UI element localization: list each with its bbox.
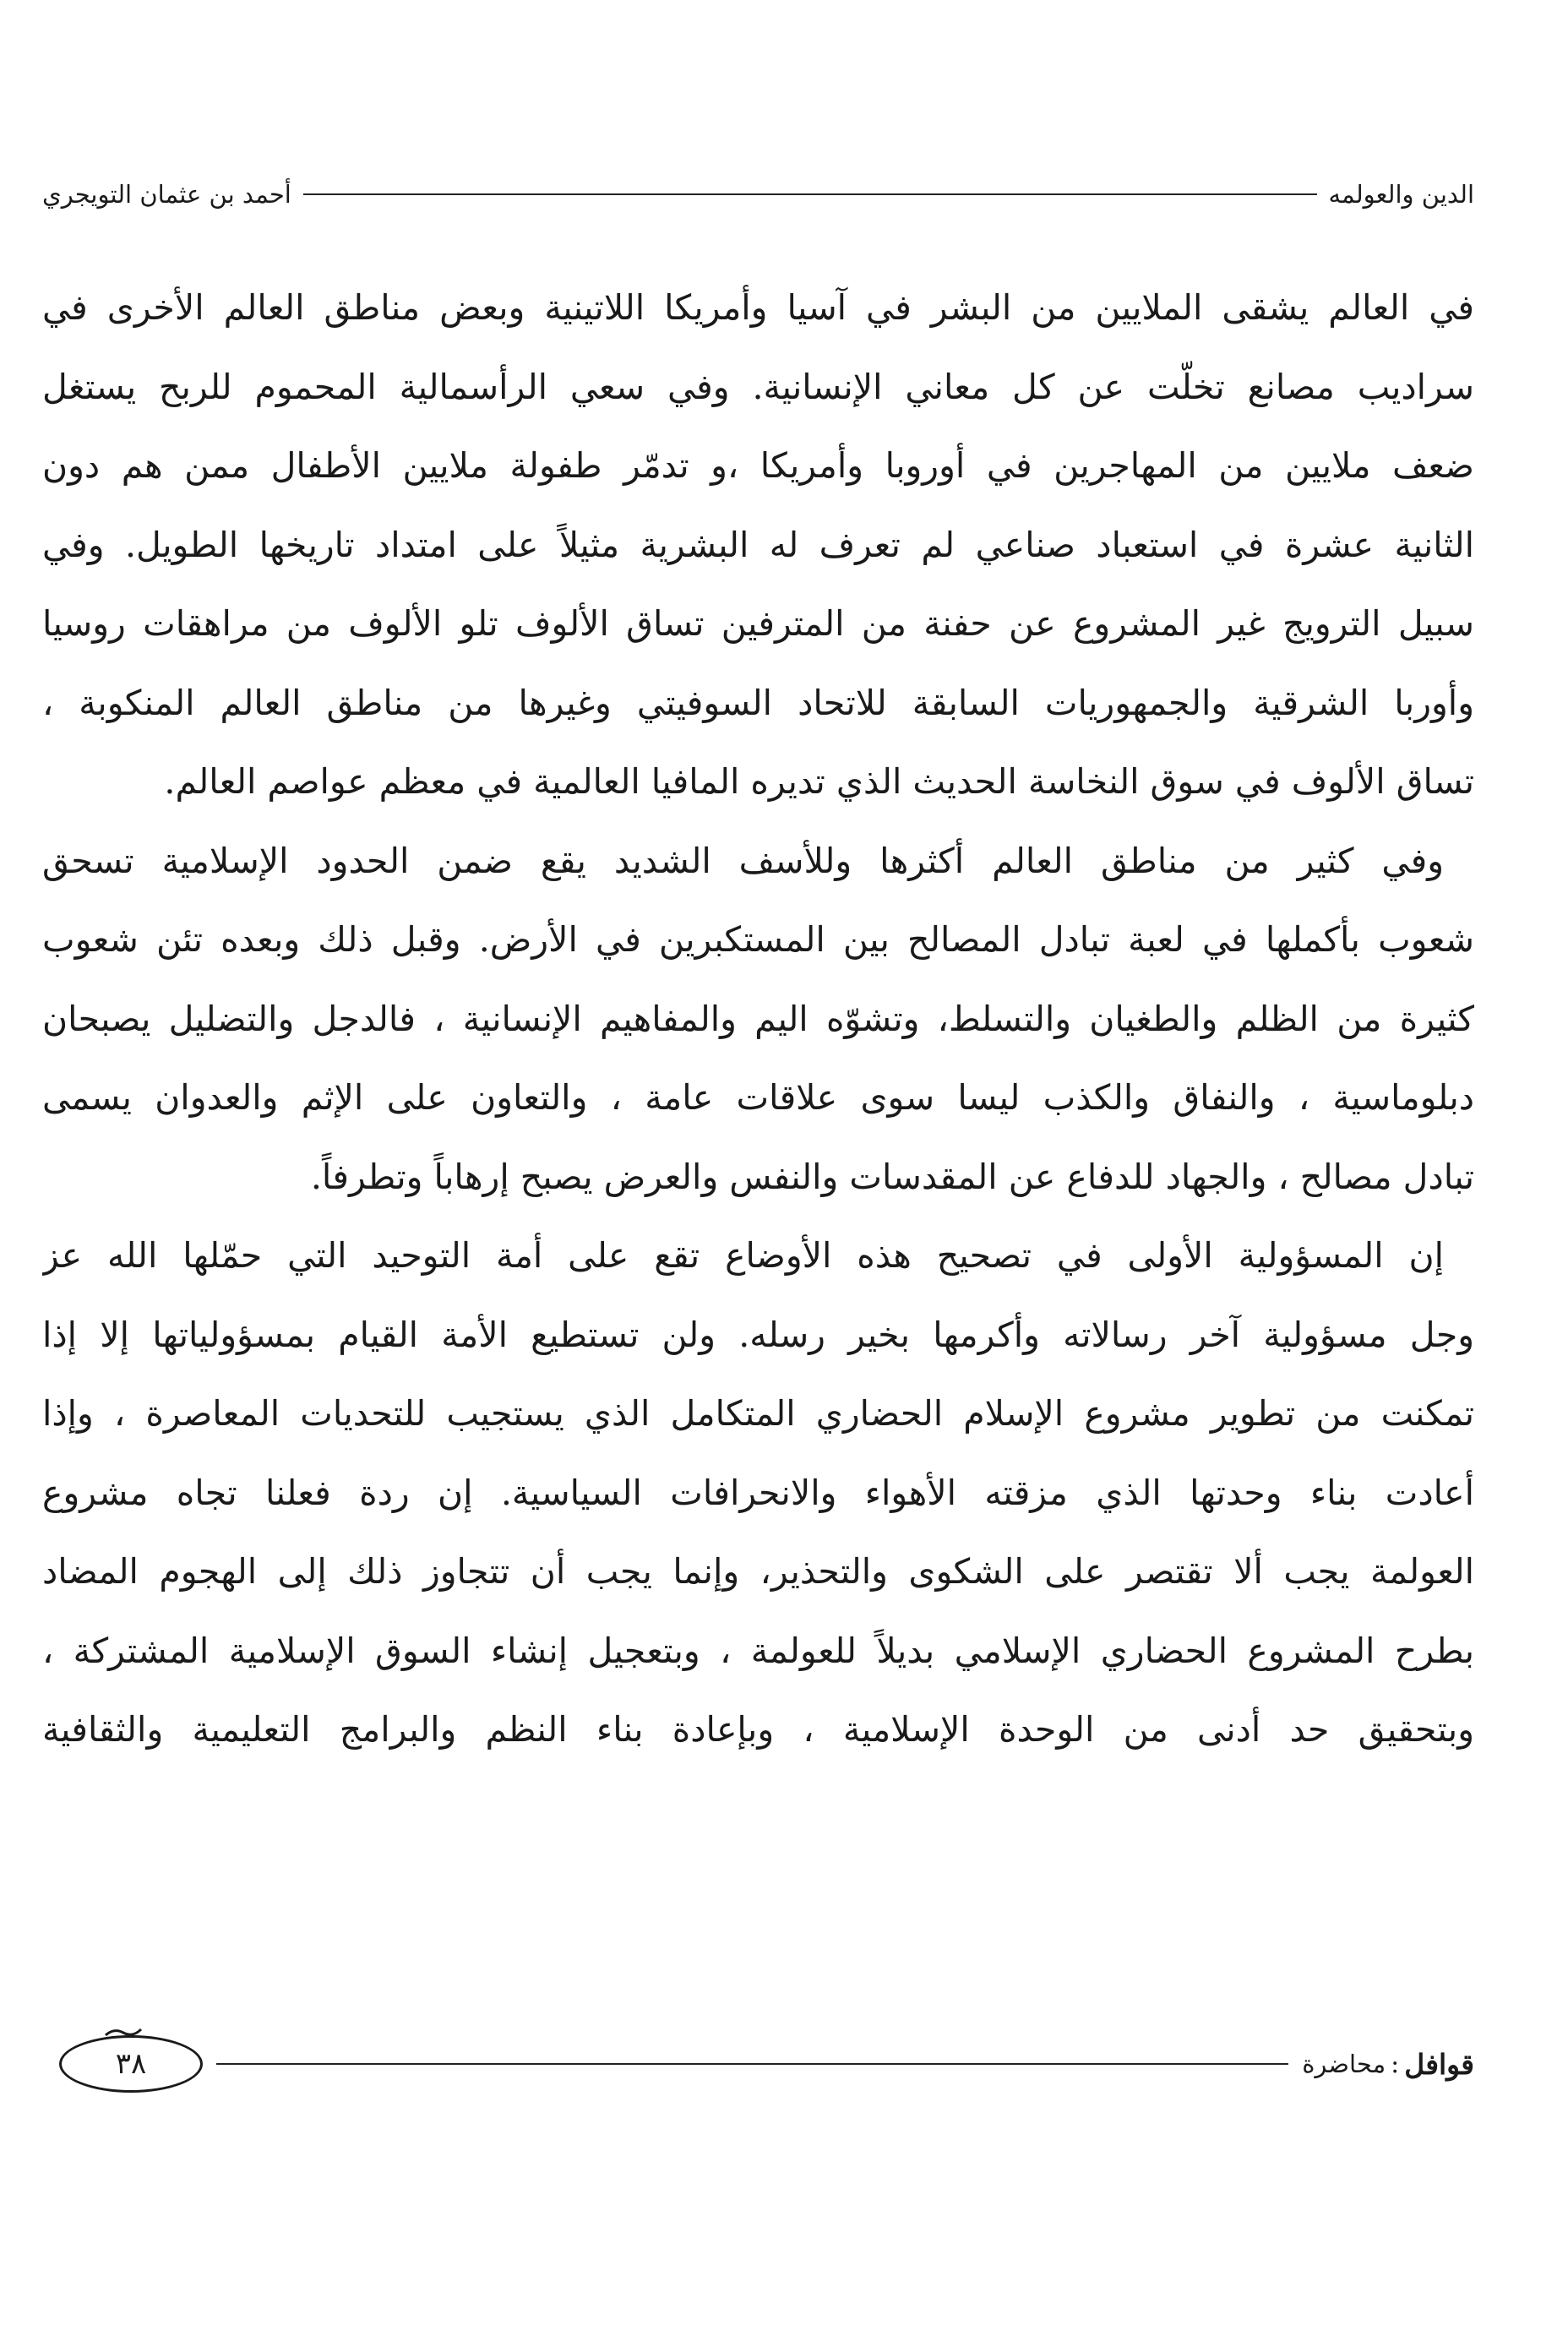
- text-line: إن المسؤولية الأولى في تصحيح هذه الأوضاع تقع على أمة التوحيد التي حمّلها الله عز: [42, 1235, 1444, 1276]
- text-line: تمكنت من تطوير مشروع الإسلام الحضاري المتكامل الذي يستجيب للتحديات المعاصرة ، وإذا: [42, 1393, 1474, 1434]
- text-line: أعادت بناء وحدتها الذي مزقته الأهواء والانحرافات السياسية. إن ردة فعلنا تجاه مشروع: [42, 1472, 1474, 1513]
- text-line: شعوب بأكملها في لعبة تبادل المصالح بين المستكبرين في الأرض. وقبل ذلك وبعده تئن شعوب: [42, 919, 1474, 960]
- text-line: وفي كثير من مناطق العالم أكثرها وللأسف الشديد يقع ضمن الحدود الإسلامية تسحق: [42, 840, 1444, 881]
- book-title: الدين والعولمه: [1328, 180, 1474, 209]
- footer-rule: [216, 2063, 1288, 2065]
- running-header: [42, 173, 1474, 215]
- text-line: وأوربا الشرقية والجمهوريات السابقة للاتحاد السوفيتي وغيرها من مناطق العالم المنكوبة ،: [42, 682, 1474, 723]
- text-line: الثانية عشرة في استعباد صناعي لم تعرف له البشرية مثيلاً على امتداد تاريخها الطويل. وفي: [42, 524, 1474, 565]
- page-footer: [59, 2034, 1474, 2094]
- footer-separator: :: [1391, 2049, 1400, 2079]
- document-type: محاضرة: [1302, 2050, 1386, 2078]
- page-number-badge: [59, 2035, 203, 2093]
- text-line: وجل مسؤولية آخر رسالاته وأكرمها بخير رسله. ولن تستطيع الأمة القيام بمسؤولياتها إلا إذا: [42, 1314, 1474, 1355]
- page-body: [42, 269, 1474, 1770]
- text-line: تبادل مصالح ، والجهاد للدفاع عن المقدسات والنفس والعرض يصبح إرهاباً وتطرفاً.: [310, 1156, 1474, 1197]
- page-number: ٣٨: [115, 2047, 147, 2081]
- flourish-icon: [104, 2026, 143, 2038]
- text-line: دبلوماسية ، والنفاق والكذب ليسا سوى علاقات عامة ، والتعاون على الإثم والعدوان يسمى: [42, 1077, 1474, 1118]
- text-line: سراديب مصانع تخلّت عن كل معاني الإنسانية. وفي سعي الرأسمالية المحموم للربح يستغل: [42, 366, 1474, 407]
- text-line: العولمة يجب ألا تقتصر على الشكوى والتحذير، وإنما يجب أن تتجاوز ذلك إلى الهجوم المضاد: [42, 1551, 1474, 1592]
- text-line: بطرح المشروع الحضاري الإسلامي بديلاً للعولمة ، وبتعجيل إنشاء السوق الإسلامية المشتركة ،: [42, 1630, 1474, 1671]
- text-line: في العالم يشقى الملايين من البشر في آسيا وأمريكا اللاتينية وبعض مناطق العالم الأخرى في: [42, 287, 1474, 328]
- author-name: أحمد بن عثمان التويجري: [42, 180, 291, 209]
- text-line: سبيل الترويج غير المشروع عن حفنة من المترفين تساق الألوف تلو الألوف من مراهقات روسيا: [42, 603, 1474, 644]
- text-line: كثيرة من الظلم والطغيان والتسلط، وتشوّه اليم والمفاهيم الإنسانية ، فالدجل والتضليل يصبحان: [42, 998, 1474, 1039]
- series-name: قوافل: [1404, 2047, 1474, 2081]
- text-line: وبتحقيق حد أدنى من الوحدة الإسلامية ، وبإعادة بناء النظم والبرامج التعليمية والثقافية: [42, 1709, 1474, 1750]
- header-rule: [303, 193, 1317, 195]
- text-line: ضعف ملايين من المهاجرين في أوروبا وأمريكا ،و تدمّر طفولة ملايين الأطفال ممن هم دون: [42, 445, 1474, 486]
- text-line: تساق الألوف في سوق النخاسة الحديث الذي تديره المافيا العالمية في معظم عواصم العالم.: [164, 761, 1474, 802]
